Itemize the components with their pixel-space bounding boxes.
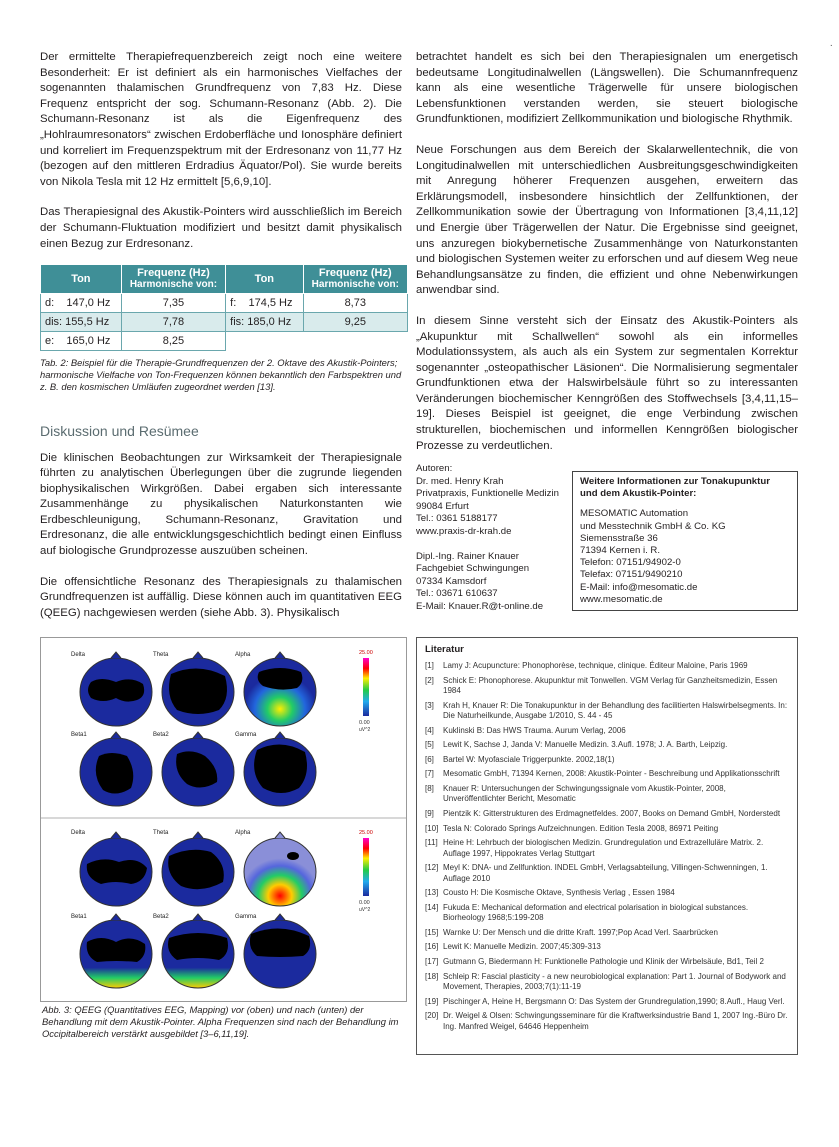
literature-heading: Literatur [425,644,464,655]
left-paragraph-4: Die offensichtliche Resonanz des Therapiesignals zu thalamischen Grundfrequenzen ist auffällig. Diese können auch im quantitativen EEG (QEEG) nachgewiesen werden (siehe Abb. 3). Physikalisch [40,575,402,619]
head-map-beta1-before [80,732,152,806]
reference-number: [20] [425,1011,439,1021]
reference-text: Lewit K: Manuelle Medizin. 2007;45:309-313 [443,942,601,952]
info-line: 71394 Kernen i. R. [580,545,661,557]
table-cell: d: 147,0 Hz [41,294,122,313]
table-caption: Tab. 2: Beispiel für die Therapie-Grundfrequenzen der 2. Oktave des Akustik-Pointers; harmonische Vielfache von Ton-Frequenzen können bekanntlich den Farbspektren und z. B. den kosmischen Umläufen zugeordnet werden [13]. [40,357,402,392]
reference-number: [13] [425,888,439,898]
table-header-ton-1: Ton [41,265,122,294]
list-item [425,740,789,750]
reference-text: Warnke U: Der Mensch und die dritte Kraft. 1997;Pop Acad Verl. Saarbrücken [443,927,718,937]
qeeg-before-panel [71,650,373,806]
info-line: Siemensstraße 36 [580,532,658,544]
right-paragraph-1: betrachtet handelt es sich bei den Therapiesignalen um energetisch bedeutsame Longitudinalwellen (Längswellen). Die Schumannfrequenz kann als eine wesentliche Trägerwelle für unsere biologischen Lebensfunktionen verstanden werden, sie steuert biologische Grundfunktionen, modifiziert Zellkommunikation und biologische Rhythmik. [416,51,798,126]
reference-number: [4] [425,725,434,735]
right-column [416,50,798,454]
right-paragraph-3: In diesem Sinne versteht sich der Einsatz des Akustik-Pointers als „Akupunktur mit Schallwellen“ sowohl als ein informelles Modulationssystem, als auch als ein System zur segmentalen Korrektur sogenannter „osteopathischer Läsionen“. Die Normalisierung segmentaler Grundfunktionen etwa der Halswirbelsäule führt so zu interessanten Veränderungen biochemischer Kenngrößen des Stoffwechsels [3,4,11,15–19]. Dieses Beispiel ist geeignet, die enge Verbindung zwischen strukturellen, biochemischen und informellen Kenngrößen biologischer Prozesse zu verdeutlichen. [416,314,798,452]
map-label: Alpha [235,652,251,658]
reference-text: Lewit K, Sachse J, Janda V: Manuelle Medizin. 3.Aufl. 1978; J. A. Barth, Leipzig. [443,740,728,750]
figure-caption: Abb. 3: QEEG (Quantitatives EEG, Mapping) vor (oben) und nach (unten) der Behandlung mit dem Akustik-Pointer. Alpha Frequenzen sind nach der Behandlung im Occipitalbereich verstärkt ausgebildet [3–6,11,19]. [42,1004,399,1039]
left-paragraph-1: Der ermittelte Therapiefrequenzbereich zeigt noch eine weitere Besonderheit: Er ist definiert als ein harmonisches Vielfaches der sogenannten thalamischen Grundfrequenz von 7,83 Hz. Diese Frequenz entspricht der sog. Schumann-Resonanz (Abb. 2). Die Schumann-Resonanz ist als die Eigenfrequenz des „Hohlraumresonators“ zwischen Erdoberfläche und Ionosphäre definiert und korreliert im Frequenzspektrum mit der Erdresonanz von 11,77 Hz (bezogen auf den mittleren Erdradius Äquator/Pol). Sie wurde bereits von Nikola Tesla mit 12 Hz ermittelt [5,6,9,10]. [40,51,402,188]
reference-number: [2] [425,675,434,685]
frequency-table [40,264,408,351]
list-item [425,903,789,924]
scale-unit-label: uV^2 [359,907,371,913]
qeeg-after-panel [71,830,373,988]
list-item [425,755,789,765]
list-item [425,972,789,993]
table-cell: 9,25 [303,313,407,332]
list-item [425,824,789,834]
reference-text: Knauer R: Untersuchungen der Schwingungssignale vom Akustik-Pointer, 2008, Unveröffentlichter Bericht, Mesomatic [443,783,726,804]
reference-number: [14] [425,902,439,912]
reference-text: Meyl K: DNA- und Zellfunktion. INDEL GmbH, Verlagsabteilung, Villingen-Schwenningen, 1. Auflage 2010 [443,863,768,883]
head-map-theta-after [162,832,234,906]
author-line: Privatpraxis, Funktionelle Medizin [416,488,559,500]
reference-text: Heine H: Lehrbuch der biologischen Medizin. Grundregulation und Extrazelluläre Matrix. 2. Auflage 1997, Hippokrates Verlag Stuttgart [443,838,764,858]
reference-number: [6] [425,754,434,764]
scale-min-label: 0.00 [359,900,370,906]
reference-text: Krah H, Knauer R: Die Tonakupunktur in der Behandlung des facilitierten Halswirbelsegments. In: Die Naturheilkunde, Ausgabe 1/2010, S. 44 - 45 [443,700,788,720]
table-header-ton-2: Ton [226,265,303,294]
info-box [572,471,798,611]
list-item [425,928,789,938]
table-header-freq-2: Frequenz (Hz) Harmonische von: [303,265,407,294]
map-label: Gamma [235,732,257,738]
map-label: Beta2 [153,732,169,738]
table-row [41,313,408,332]
info-line: Telefax: 07151/9490210 [580,569,683,581]
section-heading: Diskussion und Resümee [40,422,199,439]
table-cell [303,332,407,351]
reference-number: [1] [425,661,434,670]
info-line: und Messtechnik GmbH & Co. KG [580,520,726,532]
scale-max-label: 25.00 [359,830,373,836]
reference-text: Schleip R: Fascial plasticity - a new neurobiological explanation: Part 1. Journal of Bodywork and Movement, Therapies, 2003;7(1):11-19 [443,971,786,991]
list-item [425,863,789,884]
list-item [425,997,789,1007]
reference-text: Pientzik K: Gitterstrukturen des Erdmagnetfeldes. 2007, Books on Demand GmbH, Norderstedt [443,808,781,818]
scale-min-label: 0.00 [359,720,370,726]
info-email[interactable]: E-Mail: info@mesomatic.de [580,581,698,593]
authors-block [416,463,566,614]
reference-text: Fukuda E: Mechanical deformation and electrical polarisation in biological substances. Biorheology 1968;5:199-208 [443,902,749,923]
color-scale-after [359,830,373,913]
author-spacer [416,539,566,551]
literature-list [425,661,789,1032]
literature-box [416,637,798,1055]
info-box-heading: Weitere Informationen zur Tonakupunktur und dem Akustik-Pointer: [580,476,770,500]
map-label: Theta [153,652,169,658]
map-label: Alpha [235,830,251,836]
reference-text: Bartel W: Myofasciale Triggerpunkte. 2002,18(1) [443,754,615,764]
margin-mark: · [829,40,833,51]
scale-max-label: 25.00 [359,650,373,656]
table-row [41,332,408,351]
list-item [425,701,789,722]
reference-number: [15] [425,927,439,937]
reference-text: Pischinger A, Heine H, Bergsmann O: Das System der Grundregulation,1990; 8.Aufl., Haug Verl. [443,996,785,1006]
list-item [425,726,789,736]
map-label: Theta [153,830,169,836]
reference-number: [3] [425,700,434,710]
reference-number: [5] [425,740,434,750]
author-line: 07334 Kamsdorf [416,575,487,587]
head-map-alpha-before [244,652,316,726]
reference-number: [12] [425,863,439,873]
info-line: Telefon: 07151/94902-0 [580,557,681,569]
scale-unit-label: uV^2 [359,727,371,733]
reference-number: [7] [425,769,434,779]
table-cell: f: 174,5 Hz [226,294,303,313]
reference-number: [11] [425,838,438,848]
list-item [425,676,789,697]
map-label: Beta2 [153,914,169,920]
map-label: Gamma [235,914,257,920]
map-label: Delta [71,652,86,658]
reference-number: [10] [425,823,439,833]
list-item [425,838,789,859]
author-line: Tel.: 03671 610637 [416,588,498,600]
head-map-beta2-before [162,732,234,806]
list-item [425,957,789,967]
head-map-beta1-after [80,914,152,988]
info-line: MESOMATIC Automation [580,508,689,520]
list-item [425,809,789,819]
map-label: Beta1 [71,914,87,920]
list-item [425,942,789,952]
head-map-theta-before [162,652,234,726]
head-map-delta-after [80,832,152,906]
qeeg-figure [40,637,407,1002]
reference-text: Kuklinski B: Das HWS Trauma. Aurum Verlag, 2006 [443,725,626,735]
table-cell: dis: 155,5 Hz [41,313,122,332]
reference-number: [18] [425,971,439,981]
reference-text: Dr. Weigel & Olsen: Schwingungsseminare für die Kraftwerksindustrie Band 1, 2007 Ing.-Büro Dr. Ing. Manfred Weigel, 64646 Heppenheim [443,1011,788,1031]
table-cell: e: 165,0 Hz [41,332,122,351]
info-website[interactable]: www.mesomatic.de [580,593,663,605]
author-line: 99084 Erfurt [416,500,469,512]
table-cell: 7,78 [121,313,225,332]
list-item [425,1011,789,1032]
author-website[interactable]: www.praxis-dr-krah.de [416,525,512,537]
left-paragraph-2: Das Therapiesignal des Akustik-Pointers wird ausschließlich im Bereich der Schumann-Fluktuation modifiziert und besitzt damit physikalisch einen Bezug zur Erdresonanz. [40,206,402,250]
left-paragraph-3: Die klinischen Beobachtungen zur Wirksamkeit der Therapiesignale führten zu analytischen Überlegungen über die zugrunde liegenden biophysikalischen Wirkgrößen. Dabei ergaben sich interessante Zusammenhänge zu physikalischen Naturkonstanten wie Erdbeschleunigung, Schumann-Resonanz, Gravitation und Erdresonanz, die alle entwicklungsgeschichtlich bedingt einen Einfluss auf biologische Grundprozesse auszuüben scheinen. [40,451,402,558]
reference-number: [16] [425,942,439,952]
table-header-freq-1: Frequenz (Hz) Harmonische von: [121,265,225,294]
reference-number: [17] [425,956,439,966]
reference-text: Schick E: Phonophorese. Akupunktur mit Tonwellen. VGM Verlag für Ganzheitsmedizin, Essen 1984 [443,675,778,695]
reference-number: [8] [425,783,434,793]
map-label: Beta1 [71,732,87,738]
reference-number: [9] [425,808,434,818]
author-email[interactable]: E-Mail: Knauer.R@t-online.de [416,600,544,612]
head-map-beta2-after [162,914,234,988]
list-item [425,769,789,779]
list-item [425,784,789,805]
head-map-alpha-after [244,832,316,906]
table-cell [226,332,303,351]
list-item [425,661,789,671]
table-cell: 7,35 [121,294,225,313]
qeeg-maps-svg [41,638,406,1001]
right-paragraph-2: Neue Forschungen aus dem Bereich der Skalarwellentechnik, die von Longitudinalwellen mit unterschiedlichen Ausbreitungsgeschwindigkeiten mit Anregung höherer Frequenzen ausgehen, erweitern das Erklärungsmodell, insbesondere hinsichtlich der Zellfunktionen, der Zellkommunikation sowie der Übertragung von Informationen [3,4,11,12] und Energie über Trägerwellen der Natur. Die Ergebnisse sind geeignet, uns anzuregen biokybernetische Zusammenhänge von Naturkonstanten und biologischen Systemen weiter zu erforschen und auf diesem Weg neue Behandlungsansätze zu finden, die effizient und ohne Nebenwirkungen anwendbar sind. [416,143,798,297]
reference-text: Tesla N: Colorado Springs Aufzeichnungen. Edition Tesla 2008, 86971 Peiting [443,823,719,833]
table-cell: fis: 185,0 Hz [226,313,303,332]
author-line: Fachgebiet Schwingungen [416,563,530,575]
author-line: Dipl.-Ing. Rainer Knauer [416,550,519,562]
table-cell: 8,25 [121,332,225,351]
reference-text: Cousto H: Die Kosmische Oktave, Synthesis Verlag , Essen 1984 [443,888,675,898]
reference-text: Lamy J: Acupuncture: Phonophorèse, technique, clinique. Éditeur Maloine, Paris 1969 [443,661,748,670]
reference-number: [19] [425,996,439,1006]
reference-text: Mesomatic GmbH, 71394 Kernen, 2008: Akustik-Pointer - Beschreibung und Applikationsschrift [443,769,780,779]
head-map-gamma-before [244,732,316,806]
list-item [425,888,789,898]
left-column [40,50,402,621]
table-cell: 8,73 [303,294,407,313]
head-map-gamma-after [244,914,316,988]
reference-text: Gutmann G, Biedermann H: Funktionelle Pathologie und Klinik der Wirbelsäule, Bd1, Teil 2 [443,956,764,966]
color-scale [359,650,373,733]
table-row [41,294,408,313]
author-line: Autoren: [416,463,453,474]
map-label: Delta [71,830,86,836]
author-line: Dr. med. Henry Krah [416,475,504,487]
head-map-delta-before [80,652,152,726]
author-line: Tel.: 0361 5188177 [416,513,498,525]
